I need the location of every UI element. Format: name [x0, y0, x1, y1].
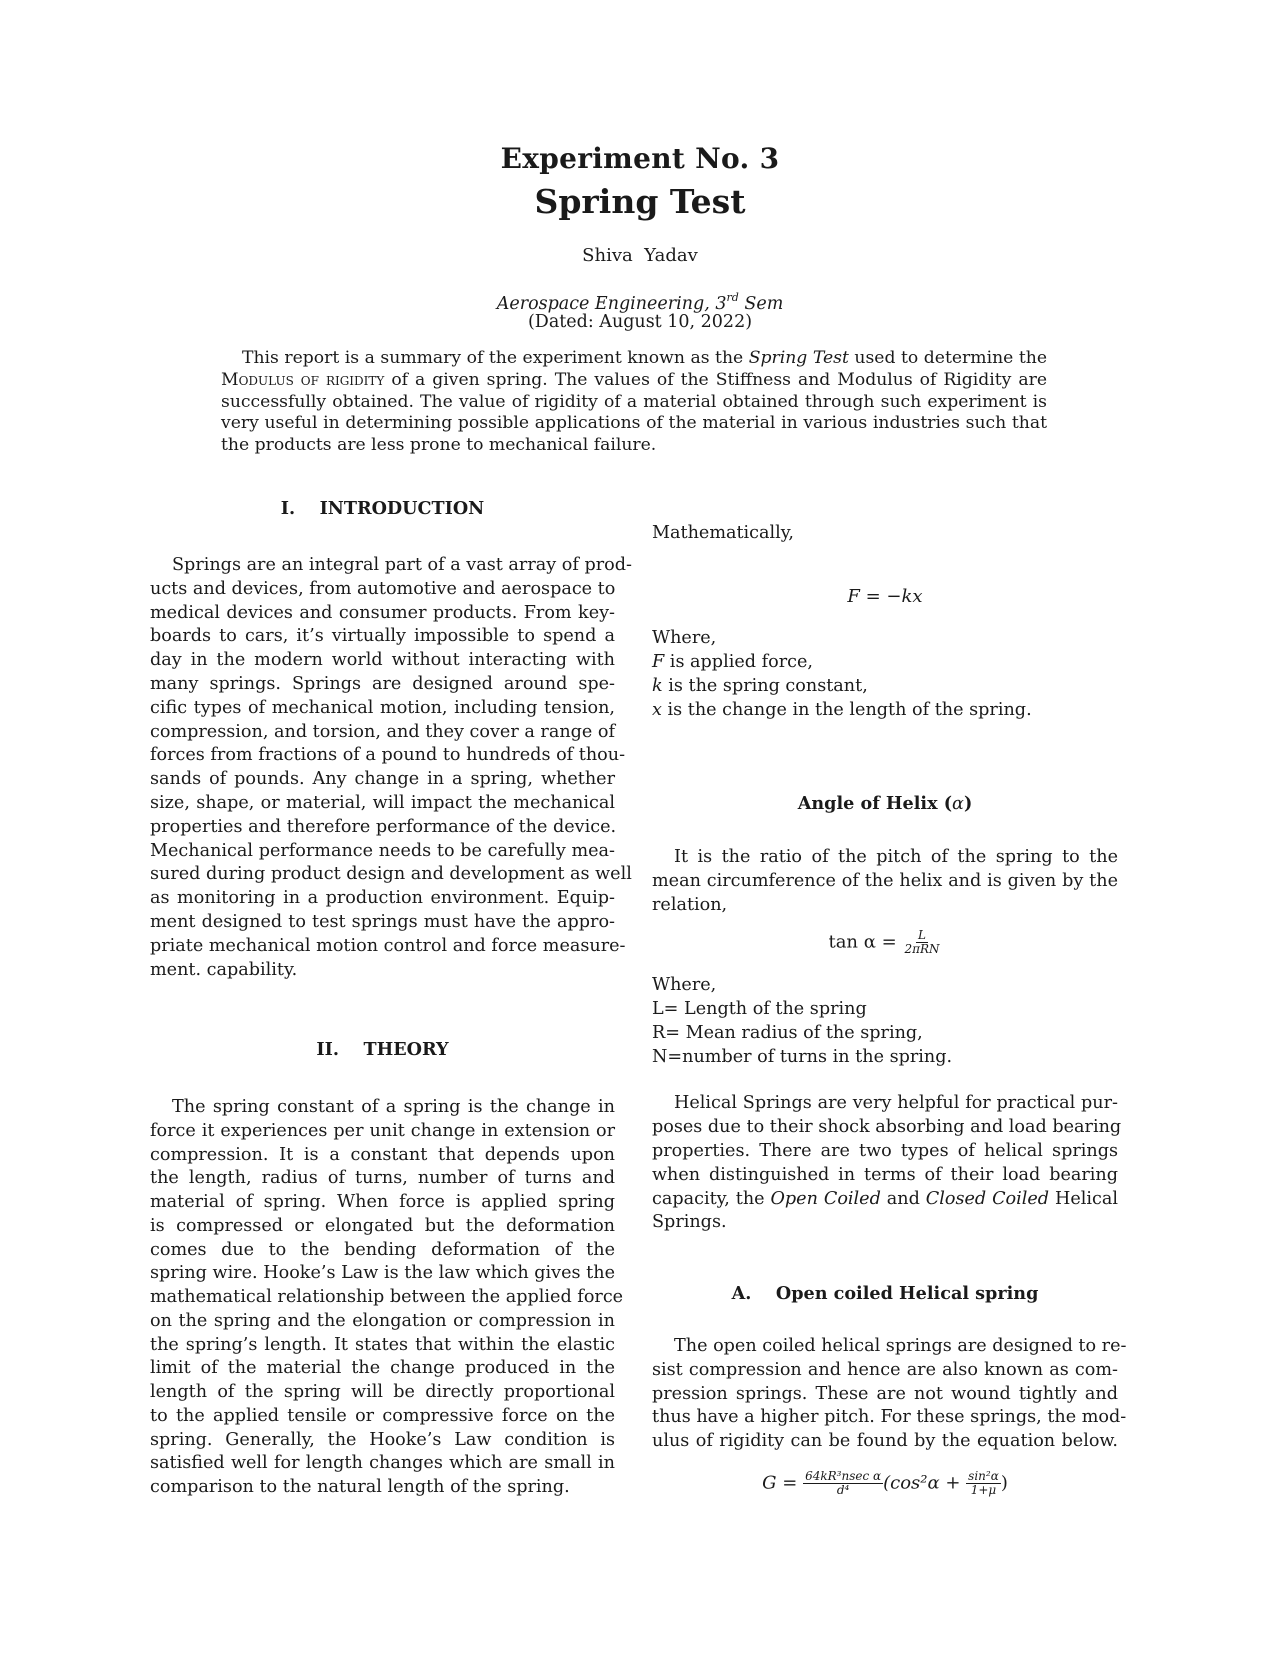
paragraph-line: Mechanical performance needs to be carefully mea-: [150, 840, 615, 861]
section-heading-theory: II. THEORY: [316, 1039, 449, 1060]
denominator: d⁴: [836, 1483, 850, 1497]
paragraph-line: sands of pounds. Any change in a spring, whether: [150, 769, 615, 790]
fraction-secondary: [966, 1470, 1001, 1497]
closed-coiled-term: Closed Coiled: [925, 1189, 1050, 1209]
equation-middle: (cos²α +: [883, 1472, 967, 1494]
numerator: 64kR³nsec α: [805, 1469, 882, 1483]
paragraph-line: compression. It is a constant that depends upon: [150, 1144, 615, 1165]
helix-angle-equation: [652, 929, 1118, 956]
paragraph-line: properties and therefore performance of the device.: [150, 816, 617, 837]
abstract: [221, 348, 1047, 457]
paragraph-line: forces from fractions of a pound to hundreds of thou-: [150, 745, 626, 766]
helical-line-5: [652, 1188, 1118, 1210]
paragraph-line: is compressed or elongated but the deformation: [150, 1215, 615, 1236]
fraction: [902, 929, 941, 956]
definition-radius: R= Mean radius of the spring,: [652, 1023, 923, 1043]
definition-force: [652, 651, 813, 673]
paragraph-line: to the applied tensile or compressive force on the: [150, 1405, 615, 1426]
paragraph-line: compression, and torsion, and they cover a range of: [150, 721, 616, 742]
paragraph-line: many springs. Springs are designed around spe-: [150, 674, 615, 694]
paragraph-line: Springs are an integral part of a vast array of prod-: [172, 555, 632, 575]
paragraph-line: spring. Generally, the Hooke’s Law condition is: [150, 1429, 615, 1450]
paragraph-line: as monitoring in a production environment. Equip-: [150, 888, 615, 909]
subsection-heading-angle-of-helix: [652, 793, 1118, 814]
definition-text: is applied force,: [664, 652, 813, 672]
paragraph-line: The spring constant of a spring is the change in: [172, 1097, 615, 1117]
equation-lhs: G =: [762, 1472, 798, 1494]
definition-length: L= Length of the spring: [652, 999, 867, 1019]
paragraph-line: force it experiences per unit change in extension or: [150, 1120, 615, 1141]
definition-spring-constant: [652, 675, 868, 697]
paragraph-line: limit of the material the change produced in the: [150, 1358, 615, 1379]
paragraph-line: ucts and devices, from automotive and aerospace to: [150, 578, 616, 599]
text: and: [880, 1189, 926, 1209]
paragraph-line: pression springs. These are not wound tightly and: [652, 1383, 1118, 1404]
affiliation-suffix: Sem: [738, 294, 784, 314]
equation-lhs: tan α =: [828, 931, 897, 953]
helical-line-2: poses due to their shock absorbing and load bearing: [652, 1117, 1122, 1137]
denominator: 2πRN: [904, 942, 940, 956]
definition-text: is the change in the length of the spring.: [661, 700, 1032, 720]
definition-turns: N=number of turns in the spring.: [652, 1047, 953, 1067]
paragraph-line: sured during product design and development as well: [150, 864, 632, 885]
paragraph-line: ulus of rigidity can be found by the equation below.: [652, 1431, 1118, 1451]
numerator: L: [918, 928, 926, 942]
open-coiled-term: Open Coiled: [770, 1189, 881, 1209]
paragraph-line: the spring’s length. It states that within the elastic: [150, 1334, 615, 1355]
paragraph-line: ment. capability.: [150, 959, 298, 980]
helix-line-1: It is the ratio of the pitch of the spring to the: [674, 847, 1118, 867]
paragraph-line: boards to cars, it’s virtually impossible to spend a: [150, 626, 615, 647]
paragraph-line: sist compression and hence are also known as com-: [652, 1359, 1118, 1380]
paragraph-line: medical devices and consumer products. From key-: [150, 602, 615, 623]
paragraph-line: cific types of mechanical motion, including tension,: [150, 697, 615, 718]
abstract-italic-term: Spring Test: [748, 348, 849, 368]
text: capacity, the: [652, 1189, 771, 1209]
paragraph-line: ment designed to test springs must have the appro-: [150, 912, 615, 932]
fraction-main: [803, 1470, 883, 1497]
abstract-text-1: This report is a summary of the experiment known as the: [242, 348, 749, 368]
helical-line-1: Helical Springs are very helpful for practical pur-: [674, 1093, 1118, 1113]
paragraph-line: priate mechanical motion control and force measure-: [150, 935, 626, 956]
paragraph-line: The open coiled helical springs are designed to re-: [674, 1336, 1127, 1356]
text: Helical: [1049, 1189, 1118, 1209]
paragraph-line: thus have a higher pitch. For these springs, the mod-: [652, 1407, 1127, 1428]
paragraph-line: day in the modern world without interacting with: [150, 650, 615, 671]
helical-line-3: properties. There are two types of helical springs: [652, 1141, 1118, 1161]
symbol-k: k: [652, 676, 663, 696]
equation-close: ): [1000, 1472, 1008, 1494]
where-label: Where,: [652, 628, 717, 648]
equation-lhs: F: [847, 586, 860, 607]
paragraph-line: comes due to the bending deformation of the: [150, 1239, 615, 1260]
title-experiment-number: Experiment No. 3: [500, 142, 780, 175]
alpha-symbol: α: [952, 794, 964, 814]
subsection-heading-open-coiled: A. Open coiled Helical spring: [731, 1283, 1039, 1304]
numerator: sin²α: [968, 1469, 999, 1483]
date-line: (Dated: August 10, 2022): [527, 312, 753, 332]
paragraph-line: mathematical relationship between the applied force: [150, 1287, 624, 1307]
title-spring-test: Spring Test: [534, 182, 746, 221]
symbol-f: F: [652, 652, 665, 672]
affiliation-superscript: rd: [726, 291, 739, 304]
definition-length-change: [652, 699, 1032, 721]
helix-line-2: mean circumference of the helix and is given by the: [652, 871, 1118, 891]
paragraph-line: satisfied well for length changes which are small in: [150, 1453, 615, 1474]
affiliation-text: Aerospace Engineering, 3: [496, 294, 727, 314]
author-name: Shiva Yadav: [582, 245, 698, 266]
abstract-text-3: of a given spring. The values of the Stiffness and Modulus of Rigidity are successfully obtained. The value of rigidity of a material obtained through such experiment is very useful in determining possible applications of the material in various industries such that the products are less prone to mechanical failure.: [221, 369, 1047, 456]
abstract-text-2: used to determine the: [848, 348, 1047, 368]
heading-close-paren: ): [963, 793, 973, 814]
paragraph-line: comparison to the natural length of the spring.: [150, 1477, 570, 1497]
helix-line-3: relation,: [652, 895, 728, 915]
mathematically-label: Mathematically,: [652, 523, 794, 543]
helical-line-4: when distinguished in terms of their load bearing: [652, 1165, 1118, 1185]
hooke-law-equation: [652, 586, 1118, 607]
paragraph-line: material of spring. When force is applied spring: [150, 1192, 615, 1212]
modulus-of-rigidity-equation: [652, 1470, 1118, 1497]
helical-line-6: Springs.: [652, 1212, 727, 1232]
equation-rhs: = −kx: [859, 586, 923, 607]
paragraph-line: size, shape, or material, will impact the mechanical: [150, 793, 615, 813]
definition-text: is the spring constant,: [662, 676, 868, 696]
heading-text: Angle of Helix (: [797, 793, 953, 814]
denominator: 1+μ: [970, 1483, 997, 1497]
paragraph-line: on the spring and the elongation or compression in: [150, 1310, 615, 1331]
paragraph-line: the length, radius of turns, number of turns and: [150, 1168, 615, 1189]
symbol-x: x: [652, 700, 662, 720]
section-heading-introduction: I. INTRODUCTION: [280, 498, 485, 519]
affiliation: [0, 291, 1280, 314]
paragraph-line: spring wire. Hooke’s Law is the law which gives the: [150, 1263, 615, 1284]
where-label-2: Where,: [652, 975, 717, 995]
paragraph-line: length of the spring will be directly proportional: [150, 1382, 615, 1402]
abstract-smallcaps-term: Modulus of rigidity: [221, 369, 385, 390]
